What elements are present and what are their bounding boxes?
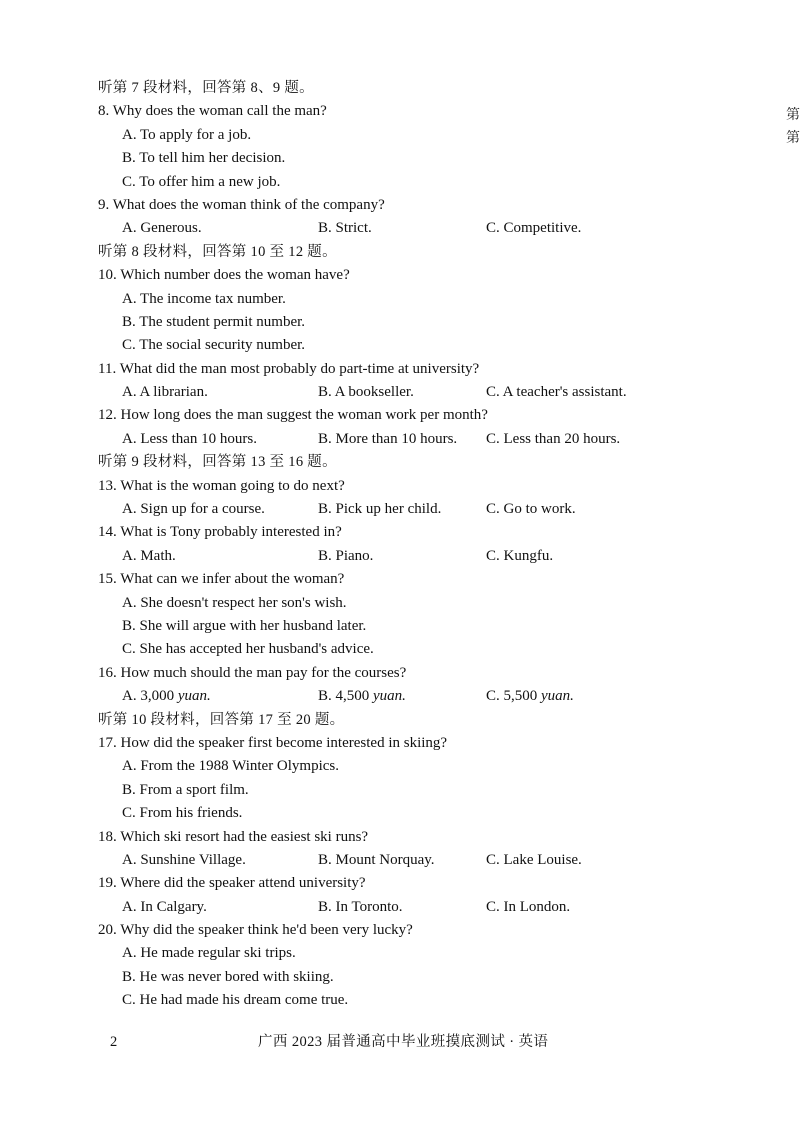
question-text: What is Tony probably interested in? [120,524,342,541]
options-row [98,381,738,404]
question-number: 15. [98,571,117,588]
question-list [98,77,738,1013]
question-stem [98,404,738,427]
question-text: Which number does the woman have? [120,267,350,284]
option-text: A. In Calgary. [122,898,207,915]
option-text: B. Strict. [318,220,372,237]
option-text: B. 4,500 [318,688,374,705]
answer-option[interactable]: C. To offer him a new job. [122,173,281,190]
answer-option[interactable]: A. The income tax number. [122,290,286,307]
question-number: 16. [98,664,117,681]
options-row [98,896,738,919]
question-number: 13. [98,477,117,494]
answer-option[interactable]: B. To tell him her decision. [122,150,286,167]
question-stem [98,264,738,287]
answer-option[interactable] [122,428,257,451]
question-stem [98,568,738,591]
option-text: B. Mount Norquay. [318,851,435,868]
question-text: What can we infer about the woman? [120,571,345,588]
question-stem [98,100,738,123]
question-text: What does the woman think of the company? [112,196,385,213]
option-text: A. 3,000 [122,688,178,705]
section-instruction: 听第 7 段材料，回答第 8、9 题。 [98,80,314,96]
answer-option[interactable] [318,498,441,521]
question-stem [98,358,738,381]
answer-option[interactable] [122,896,207,919]
page-number: 2 [110,1034,118,1050]
answer-option[interactable] [486,896,570,919]
question-stem [98,872,738,895]
answer-option[interactable] [318,849,435,872]
question-stem [98,919,738,942]
answer-option[interactable] [318,545,373,568]
answer-option[interactable] [486,685,574,708]
options-row [98,849,738,872]
option-text: B. More than 10 hours. [318,430,458,447]
question-stem [98,662,738,685]
question-text: What did the man most probably do part-time at university? [119,360,480,377]
answer-option[interactable] [318,428,457,451]
question-number: 17. [98,734,117,751]
question-number: 18. [98,828,117,845]
answer-option[interactable] [122,381,208,404]
question-number: 19. [98,875,117,892]
question-text: Where did the speaker attend university? [120,875,366,892]
question-text: Why did the speaker think he'd been very lucky? [120,922,413,939]
answer-option[interactable] [122,685,211,708]
margin-mark-1: 第 [786,108,800,123]
question-stem [98,826,738,849]
exam-title: 广西 2023 届普通高中毕业班摸底测试 · 英语 [258,1034,549,1050]
option-unit: yuan. [177,688,211,705]
section-instruction: 听第 8 段材料，回答第 10 至 12 题。 [98,243,337,260]
answer-option[interactable] [122,498,265,521]
section-instruction: 听第 9 段材料，回答第 13 至 16 题。 [98,454,337,471]
answer-option[interactable] [122,217,202,240]
option-text: A. Less than 10 hours. [122,430,257,447]
question-text: How long does the man suggest the woman work per month? [120,407,488,424]
option-text: A. Sunshine Village. [122,851,246,868]
option-text: C. A teacher's assistant. [486,384,627,401]
answer-option[interactable] [486,849,582,872]
option-text: B. Piano. [318,547,374,564]
answer-option[interactable] [318,896,403,919]
question-number: 10. [98,267,117,284]
question-number: 9. [98,196,110,213]
options-row [98,428,738,451]
answer-option[interactable] [486,428,620,451]
option-text: C. Go to work. [486,501,576,518]
answer-option[interactable]: B. The student permit number. [122,313,306,330]
question-text: Which ski resort had the easiest ski runs? [120,828,369,845]
option-text: A. Math. [122,547,176,564]
question-number: 12. [98,407,117,424]
question-stem [98,521,738,544]
answer-option[interactable] [318,381,414,404]
answer-option[interactable]: C. The social security number. [122,337,306,354]
question-text: How much should the man pay for the courses? [120,664,407,681]
answer-option[interactable] [486,217,581,240]
question-number: 20. [98,922,117,939]
answer-option[interactable] [122,545,176,568]
question-number: 11. [98,360,117,377]
option-text: A. Sign up for a course. [122,501,265,518]
answer-option[interactable]: B. He was never bored with skiing. [122,968,334,985]
options-row [98,545,738,568]
answer-option[interactable]: A. From the 1988 Winter Olympics. [122,758,340,775]
question-text: Why does the woman call the man? [112,103,327,120]
option-text: C. In London. [486,898,571,915]
options-row [98,685,738,708]
answer-option[interactable] [486,381,627,404]
answer-option[interactable] [318,685,406,708]
option-text: C. 5,500 [486,688,542,705]
question-text: How did the speaker first become interested in skiing? [120,734,448,751]
option-text: C. Kungfu. [486,547,554,564]
option-unit: yuan. [373,688,406,705]
option-text: B. A bookseller. [318,384,414,401]
option-unit: yuan. [541,688,574,705]
question-text: What is the woman going to do next? [120,477,345,494]
option-text: C. Less than 20 hours. [486,430,621,447]
answer-option[interactable]: C. He had made his dream come true. [122,992,349,1009]
page-footer [0,1030,794,1054]
question-stem [98,194,738,217]
option-text: A. Generous. [122,220,202,237]
answer-option[interactable] [486,498,576,521]
answer-option[interactable]: B. From a sport film. [122,781,249,798]
option-text: C. Competitive. [486,220,582,237]
answer-option[interactable] [486,545,553,568]
options-row [98,217,738,240]
option-text: C. Lake Louise. [486,851,582,868]
margin-mark-2: 第 [786,131,800,146]
answer-option[interactable]: A. He made regular ski trips. [122,945,296,962]
option-text: B. Pick up her child. [318,501,442,518]
question-number: 8. [98,103,110,120]
answer-option[interactable]: A. To apply for a job. [122,126,252,143]
question-number: 14. [98,524,117,541]
option-text: A. A librarian. [122,384,208,401]
answer-option[interactable] [318,217,372,240]
answer-option[interactable]: A. She doesn't respect her son's wish. [122,594,347,611]
question-stem [98,475,738,498]
section-instruction: 听第 10 段材料，回答第 17 至 20 题。 [98,711,345,728]
answer-option[interactable]: C. From his friends. [122,805,243,822]
options-row [98,498,738,521]
question-stem [98,732,738,755]
answer-option[interactable]: C. She has accepted her husband's advice. [122,641,374,658]
option-text: B. In Toronto. [318,898,403,915]
answer-option[interactable] [122,849,246,872]
answer-option[interactable]: B. She will argue with her husband later. [122,617,367,634]
